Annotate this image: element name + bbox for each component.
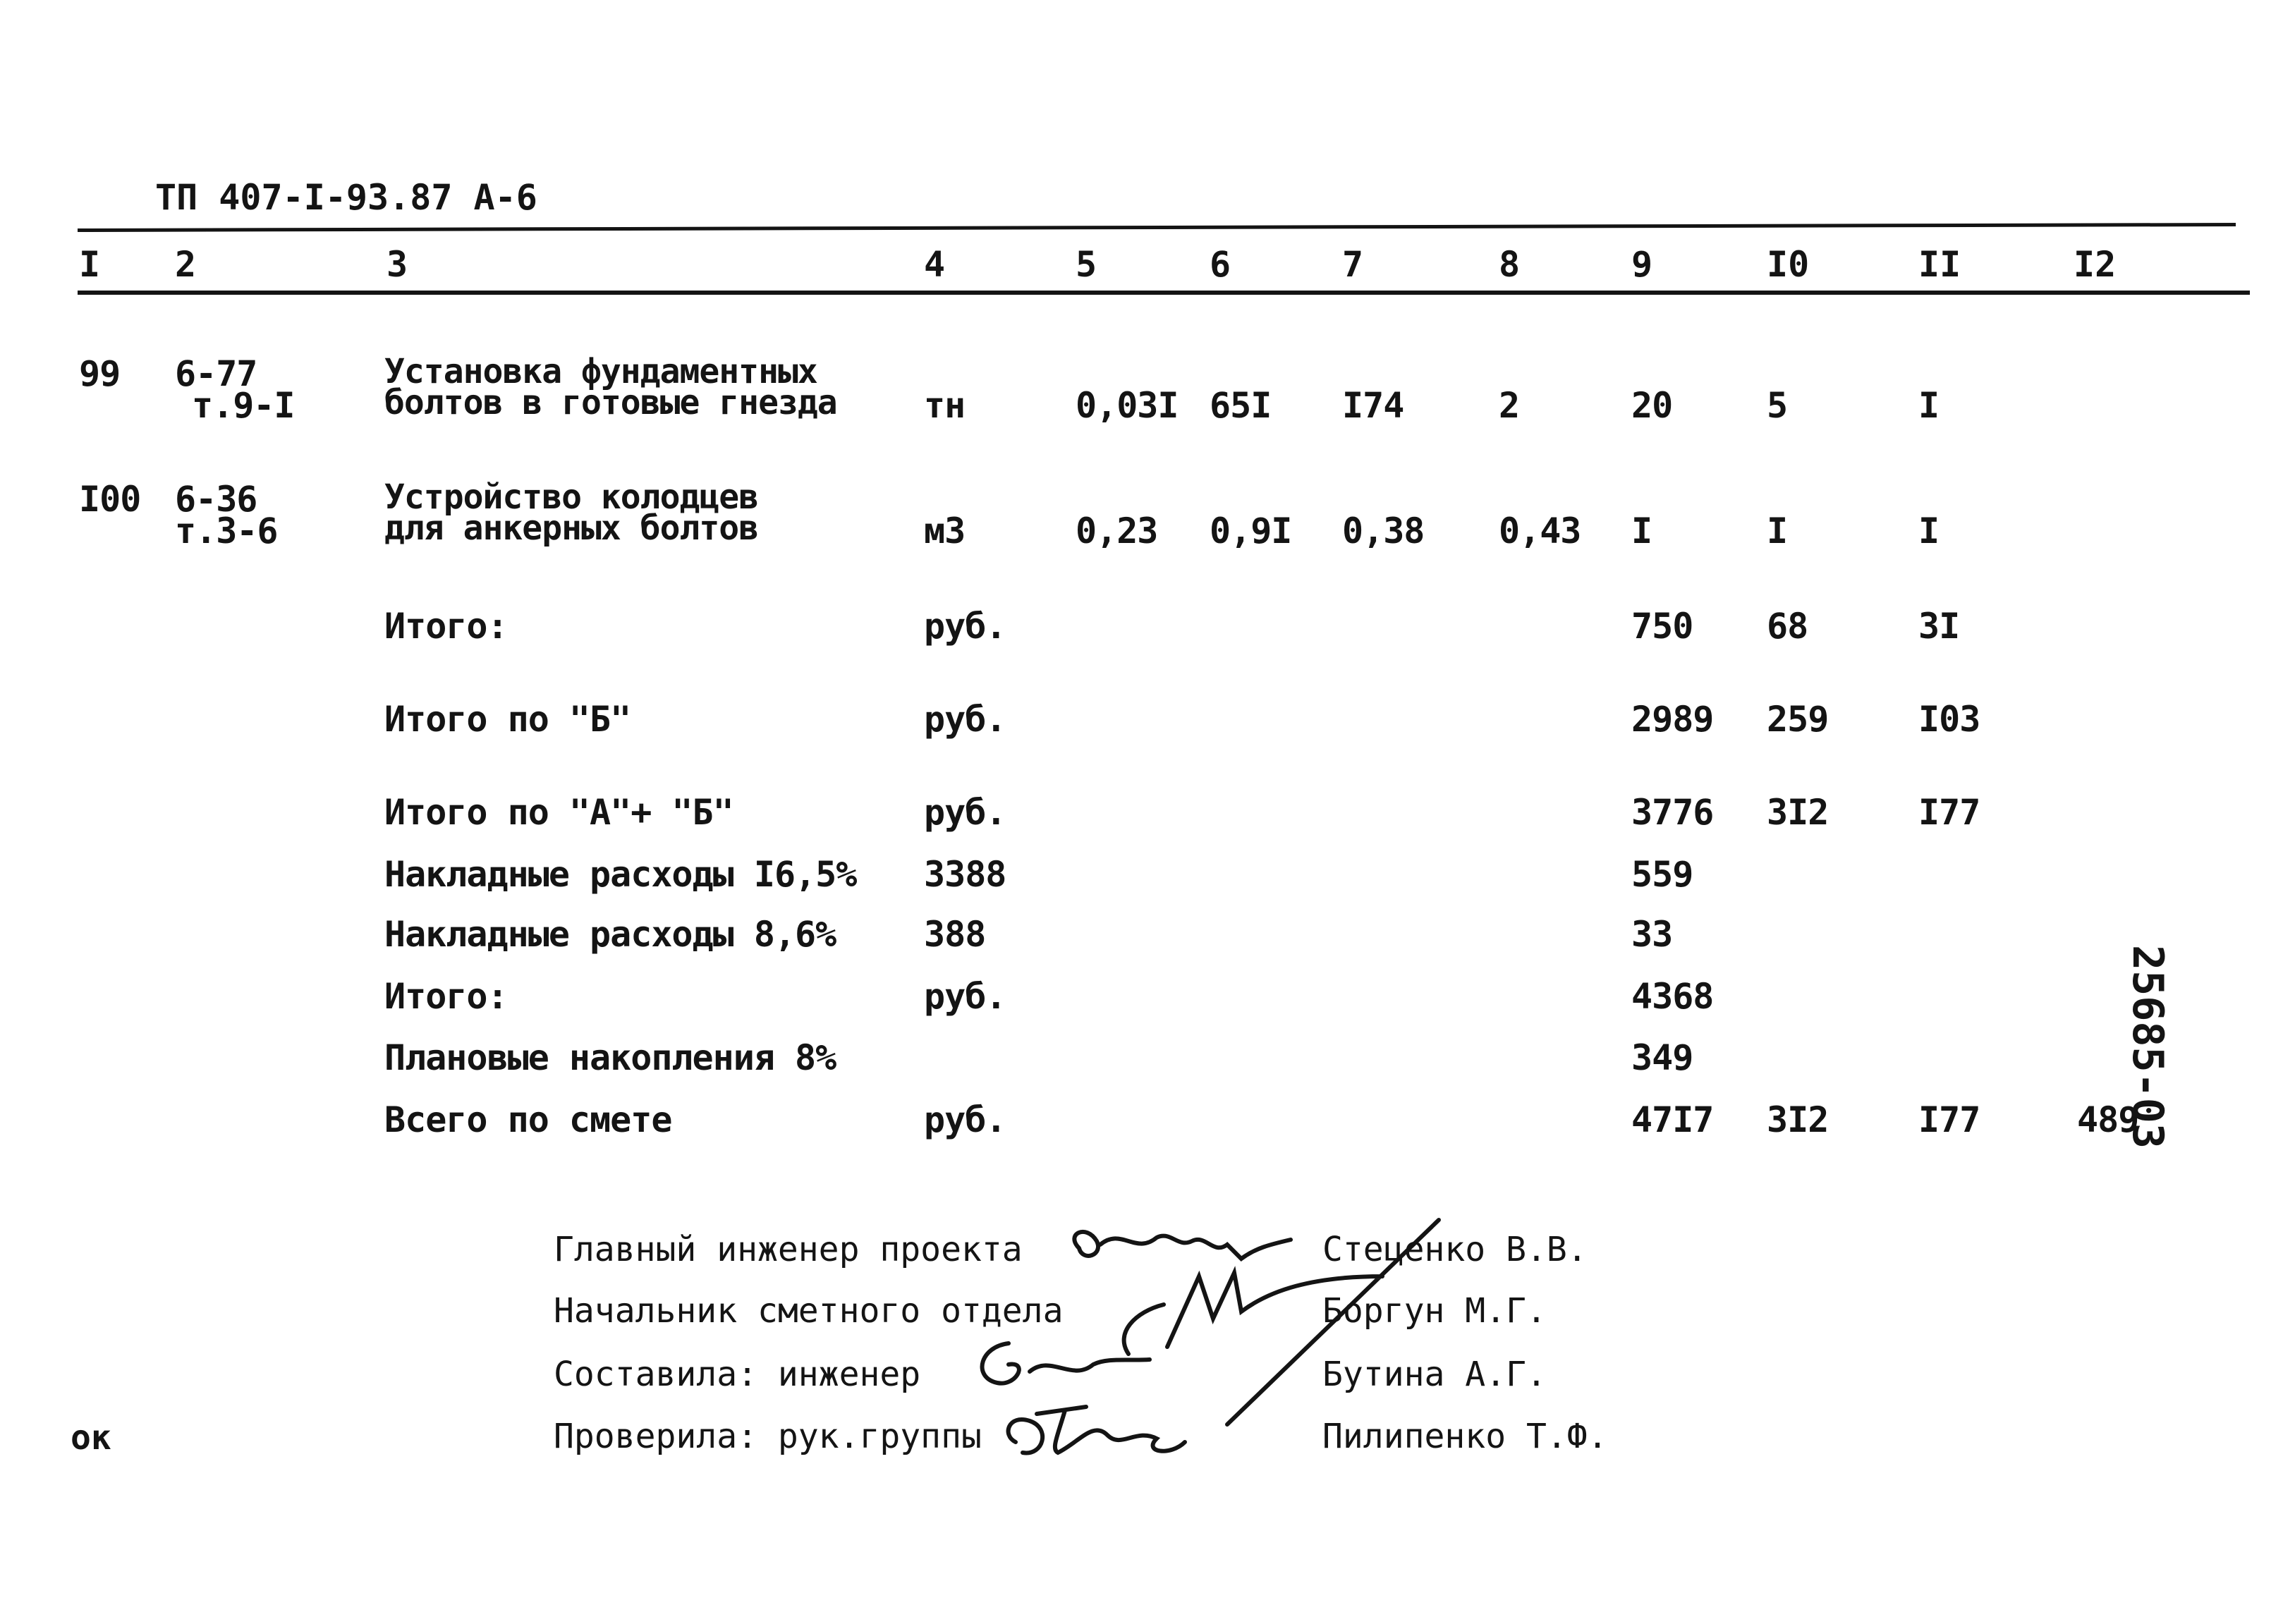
cell-col7: I74 [1342, 385, 1404, 426]
work-name-line2: болтов в готовые гнезда [384, 383, 837, 422]
column-number: 5 [1076, 244, 1097, 285]
total-col10: 259 [1767, 699, 1829, 740]
rate-table: т.9-I [192, 385, 295, 426]
row-number: I00 [79, 479, 141, 520]
work-name-line1: Установка фундаментных [384, 352, 817, 391]
column-number: 3 [386, 244, 408, 285]
cell-col10: 5 [1767, 385, 1788, 426]
signature-name: Стеценко В.В. [1322, 1230, 1588, 1269]
table-header-rule [78, 291, 2250, 295]
total-label: Итого: [384, 976, 508, 1017]
cell-col6: 0,9I [1210, 511, 1292, 551]
total-label: Итого: [384, 606, 508, 647]
column-number: 8 [1499, 244, 1521, 285]
document-code: ТП 407-I-93.87 А-6 [155, 177, 537, 218]
total-col10: 68 [1767, 606, 1808, 647]
column-number: 2 [175, 244, 197, 285]
work-name-line2: для анкерных болтов [384, 508, 759, 548]
rate-code: 6-77 [175, 353, 257, 394]
cell-col5: 0,23 [1076, 511, 1158, 551]
column-number: 4 [924, 244, 946, 285]
cell-col8: 0,43 [1499, 511, 1581, 551]
total-col4: руб. [924, 1099, 1006, 1140]
column-number: I [79, 244, 101, 285]
signature-name: Бутина А.Г. [1322, 1355, 1547, 1394]
total-col9: 349 [1631, 1037, 1693, 1078]
total-col9: 33 [1631, 914, 1673, 955]
cell-col9: 20 [1631, 385, 1673, 426]
total-label: Итого по "А"+ "Б" [384, 792, 733, 833]
signature-name: Пилипенко Т.Ф. [1322, 1417, 1608, 1456]
total-col9: 3776 [1631, 792, 1714, 833]
row-number: 99 [79, 353, 121, 394]
total-col11: I03 [1918, 699, 1980, 740]
total-label: Итого по "Б" [384, 699, 631, 740]
column-number: 6 [1210, 244, 1231, 285]
margin-mark: ок [71, 1418, 111, 1458]
unit: тн [924, 385, 966, 426]
total-col4: 3388 [924, 854, 1006, 895]
rate-table: т.3-6 [175, 511, 278, 551]
total-col4: 388 [924, 914, 986, 955]
unit: м3 [924, 511, 966, 551]
total-label: Накладные расходы 8,6% [384, 914, 836, 955]
total-label: Накладные расходы I6,5% [384, 854, 857, 895]
cell-col11: I [1918, 385, 1940, 426]
total-col4: руб. [924, 699, 1006, 740]
rate-code: 6-36 [175, 479, 257, 520]
signature-role: Составила: инженер [554, 1355, 921, 1394]
work-name-line1: Устройство колодцев [384, 477, 759, 517]
cell-col10: I [1767, 511, 1788, 551]
cell-col7: 0,38 [1342, 511, 1425, 551]
column-number: I2 [2074, 244, 2117, 285]
cell-col6: 65I [1210, 385, 1272, 426]
signature-role: Начальник сметного отдела [554, 1291, 1064, 1331]
total-col9: 559 [1631, 854, 1693, 895]
total-col9: 47I7 [1631, 1099, 1714, 1140]
total-col9: 750 [1631, 606, 1693, 647]
total-col10: 3I2 [1767, 1099, 1829, 1140]
total-col11: I77 [1918, 792, 1980, 833]
total-col9: 2989 [1631, 699, 1714, 740]
cell-col5: 0,03I [1076, 385, 1179, 426]
column-number: I0 [1767, 244, 1810, 285]
table-top-rule [78, 223, 2236, 232]
column-number: II [1918, 244, 1961, 285]
total-label: Всего по смете [384, 1099, 672, 1140]
column-number: 9 [1631, 244, 1653, 285]
signature-role: Проверила: рук.группы [554, 1417, 982, 1456]
total-col9: 4368 [1631, 976, 1714, 1017]
total-label: Плановые накопления 8% [384, 1037, 836, 1078]
cell-col11: I [1918, 511, 1940, 551]
total-col11: I77 [1918, 1099, 1980, 1140]
total-col12: 489 [2077, 1099, 2139, 1140]
cell-col8: 2 [1499, 385, 1520, 426]
total-col4: руб. [924, 606, 1006, 647]
column-number: 7 [1342, 244, 1364, 285]
total-col11: 3I [1918, 606, 1960, 647]
signature-role: Главный инженер проекта [554, 1230, 1023, 1269]
total-col4: руб. [924, 792, 1006, 833]
signature-name: Боргун М.Г. [1322, 1291, 1547, 1331]
total-col10: 3I2 [1767, 792, 1829, 833]
cell-col9: I [1631, 511, 1652, 551]
signature-scribble-group-head [987, 1393, 1199, 1470]
side-stamp: 25685-03 [2123, 945, 2172, 1149]
total-col4: руб. [924, 976, 1006, 1017]
